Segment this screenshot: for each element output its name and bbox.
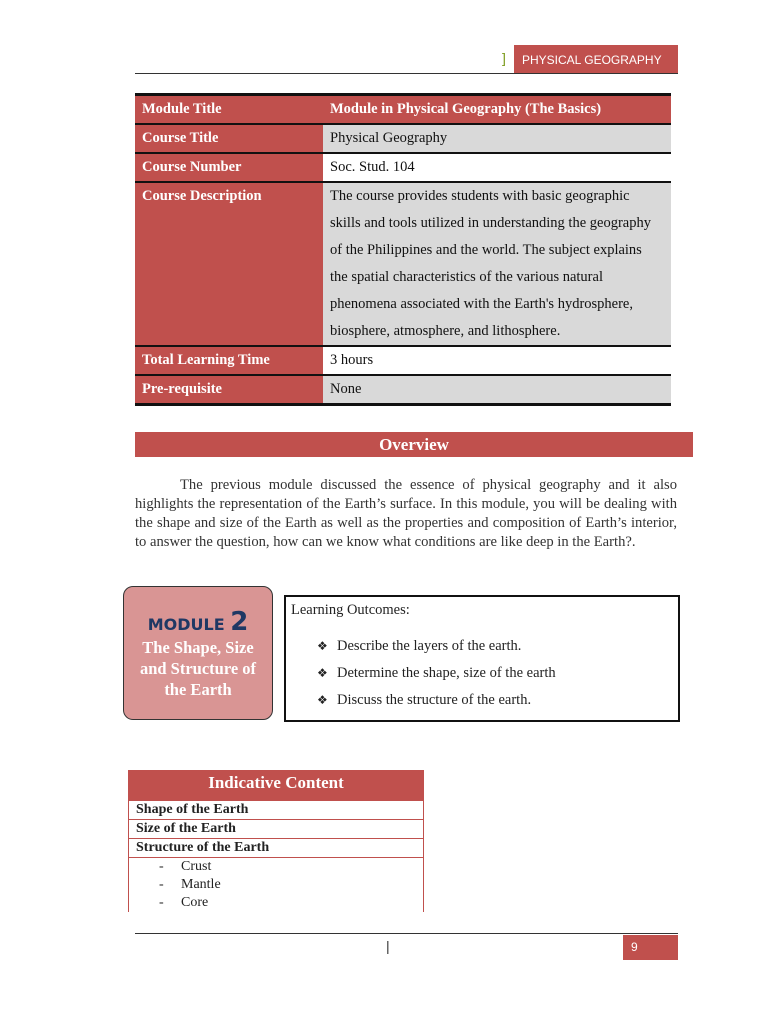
description-line: of the Philippines and the world. The subject explains: [330, 242, 642, 258]
dash-bullet: -: [159, 877, 164, 892]
overview-heading: Overview: [135, 432, 693, 457]
header-bracket: ]: [502, 50, 506, 66]
dash-bullet: -: [159, 859, 164, 874]
module-info-table: [135, 93, 671, 406]
list-item: [317, 633, 673, 660]
diamond-bullet-icon: ❖: [317, 639, 328, 653]
table-row: [135, 153, 671, 182]
learning-outcomes-box: [284, 595, 680, 722]
outcome-text: Describe the layers of the earth.: [337, 638, 522, 654]
module-title-line: The Shape, Size: [142, 638, 254, 657]
learning-outcomes-title: Learning Outcomes:: [291, 602, 410, 618]
row-key: Course Description: [135, 182, 323, 346]
module-word: MODULE: [147, 615, 225, 634]
header-section-title: PHYSICAL GEOGRAPHY: [514, 45, 678, 73]
module-badge: [123, 586, 273, 720]
topic-row: Shape of the Earth: [128, 800, 424, 820]
description-line: phenomena associated with the Earth's hydrosphere,: [330, 296, 633, 312]
dash-bullet: -: [159, 895, 164, 910]
subtopic-row: [128, 894, 424, 912]
row-value: Soc. Stud. 104: [323, 153, 671, 182]
row-key: Pre-requisite: [135, 375, 323, 405]
description-line: biosphere, atmosphere, and lithosphere.: [330, 323, 561, 339]
indicative-content-table: [128, 770, 424, 912]
learning-outcomes-list: [291, 633, 673, 714]
overview-paragraph: The previous module discussed the essence of physical geography and it also highlights the representation of the Earth’s surface. In this module, you will be dealing with the shape and size of the Earth as well as the properties and composition of Earth’s interior, to answer the question, how can we know what conditions are like deep in the Earth?.: [135, 477, 677, 550]
row-value: 3 hours: [323, 346, 671, 375]
subtopic-text: Mantle: [181, 877, 221, 892]
description-line: the spatial characteristics of the various natural: [330, 269, 603, 285]
topic-row: Structure of the Earth: [128, 839, 424, 858]
row-key: Module Title: [135, 95, 323, 125]
diamond-bullet-icon: ❖: [317, 693, 328, 707]
list-item: [317, 687, 673, 714]
table-row: [135, 182, 671, 346]
outcome-text: Determine the shape, size of the earth: [337, 665, 556, 681]
module-title-line: the Earth: [164, 680, 232, 699]
indicative-content-heading: Indicative Content: [128, 770, 424, 800]
outcome-text: Discuss the structure of the earth.: [337, 692, 532, 708]
subtopic-text: Crust: [181, 859, 212, 874]
list-item: [317, 660, 673, 687]
subtopic-text: Core: [181, 895, 209, 910]
course-description: [323, 182, 671, 346]
table-row: [135, 346, 671, 375]
row-value: None: [323, 375, 671, 405]
module-title: [124, 637, 272, 700]
footer-rule: [135, 933, 678, 934]
description-line: skills and tools utilized in understanding the geography: [330, 215, 651, 231]
table-row: [135, 95, 671, 125]
table-row: [135, 124, 671, 153]
module-label: [124, 607, 272, 637]
footer-separator: |: [386, 938, 390, 954]
subtopic-row: [128, 876, 424, 894]
table-row: [135, 375, 671, 405]
row-value: Module in Physical Geography (The Basics): [323, 95, 671, 125]
diamond-bullet-icon: ❖: [317, 666, 328, 680]
module-number: 2: [230, 607, 249, 637]
module-title-line: and Structure of: [139, 659, 257, 678]
subtopic-row: [128, 858, 424, 876]
row-key: Total Learning Time: [135, 346, 323, 375]
header-rule: [135, 73, 678, 74]
row-key: Course Title: [135, 124, 323, 153]
row-key: Course Number: [135, 153, 323, 182]
row-value: Physical Geography: [323, 124, 671, 153]
description-line: The course provides students with basic geographic: [330, 188, 630, 204]
topic-row: Size of the Earth: [128, 820, 424, 839]
page-number: 9: [623, 935, 678, 960]
